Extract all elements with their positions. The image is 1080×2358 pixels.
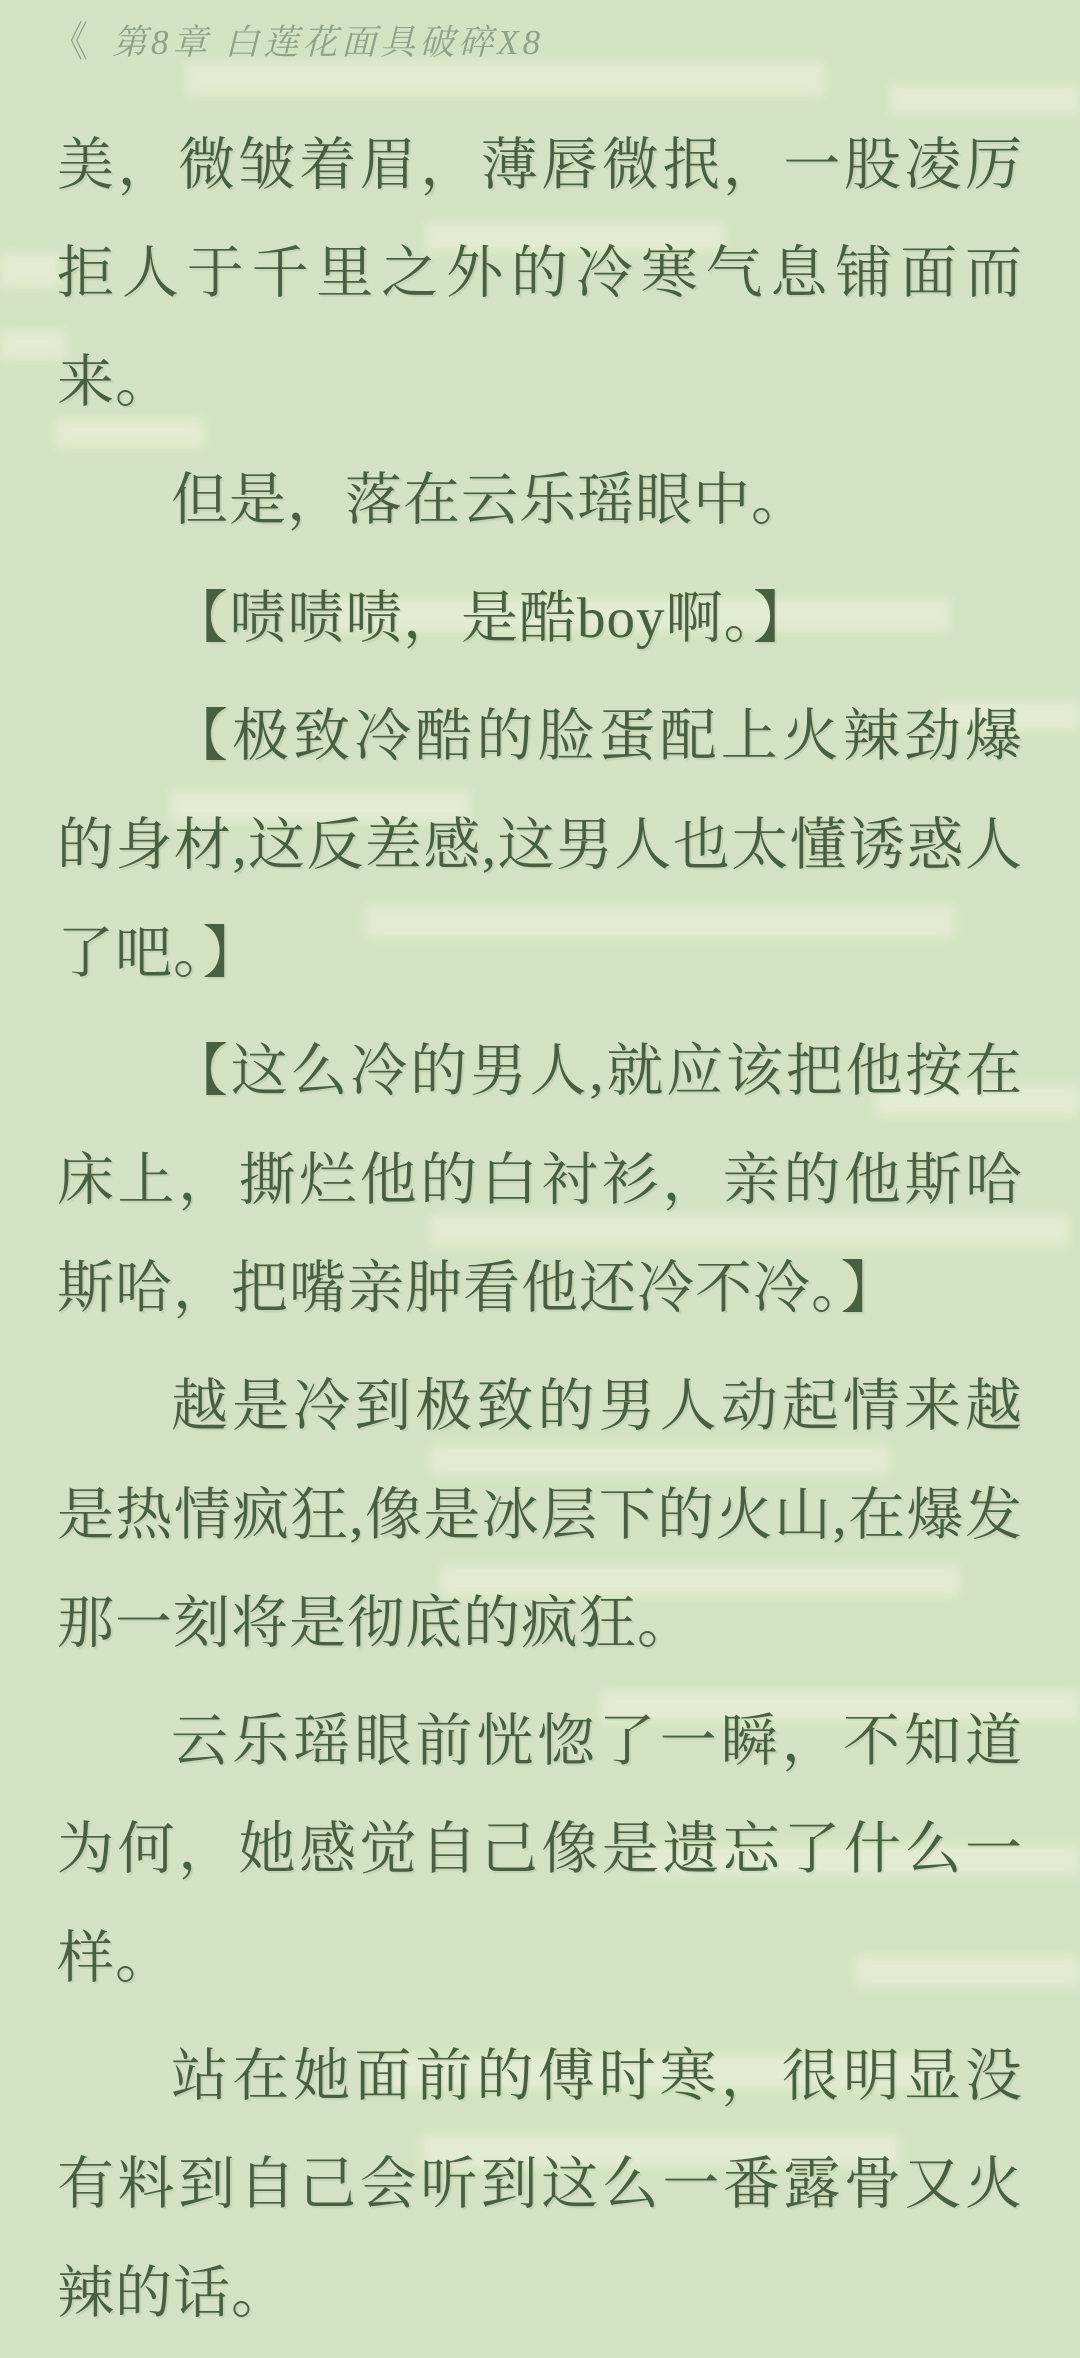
paragraph: 云乐瑶眼前恍惚了一瞬，不知道为何，她感觉自己像是遗忘了什么一样。 bbox=[57, 1710, 1023, 1990]
paragraph: 越是冷到极致的男人动起情来越是热情疯狂,像是冰层下的火山,在爆发那一刻将是彻底的疯狂。 bbox=[57, 1375, 1023, 1655]
paragraph: 但是，落在云乐瑶眼中。 bbox=[171, 468, 809, 532]
chapter-title: 第8章 白莲花面具破碎X8 bbox=[112, 22, 545, 62]
paragraph: 【这么冷的男人,就应该把他按在床上，撕烂他的白衬衫，亲的他斯哈斯哈，把嘴亲肿看他还冷不冷。】 bbox=[57, 1040, 1023, 1320]
paragraph: 【极致冷酷的脸蛋配上火辣劲爆的身材,这反差感,这男人也太懂诱惑人了吧。】 bbox=[57, 705, 1023, 986]
paragraph: 【啧啧啧，是酷boy啊。】 bbox=[171, 587, 811, 651]
reader-content[interactable] bbox=[0, 112, 1080, 2358]
paragraph: 站在她面前的傅时寒，很明显没有料到自己会听到这么一番露骨又火辣的话。 bbox=[57, 2045, 1023, 2325]
chapter-header bbox=[52, 14, 1040, 65]
paragraph: 美，微皱着眉，薄唇微抿，一股凌厉拒人于千里之外的冷寒气息铺面而来。 bbox=[57, 134, 1023, 414]
back-icon[interactable]: 《 bbox=[52, 19, 93, 66]
